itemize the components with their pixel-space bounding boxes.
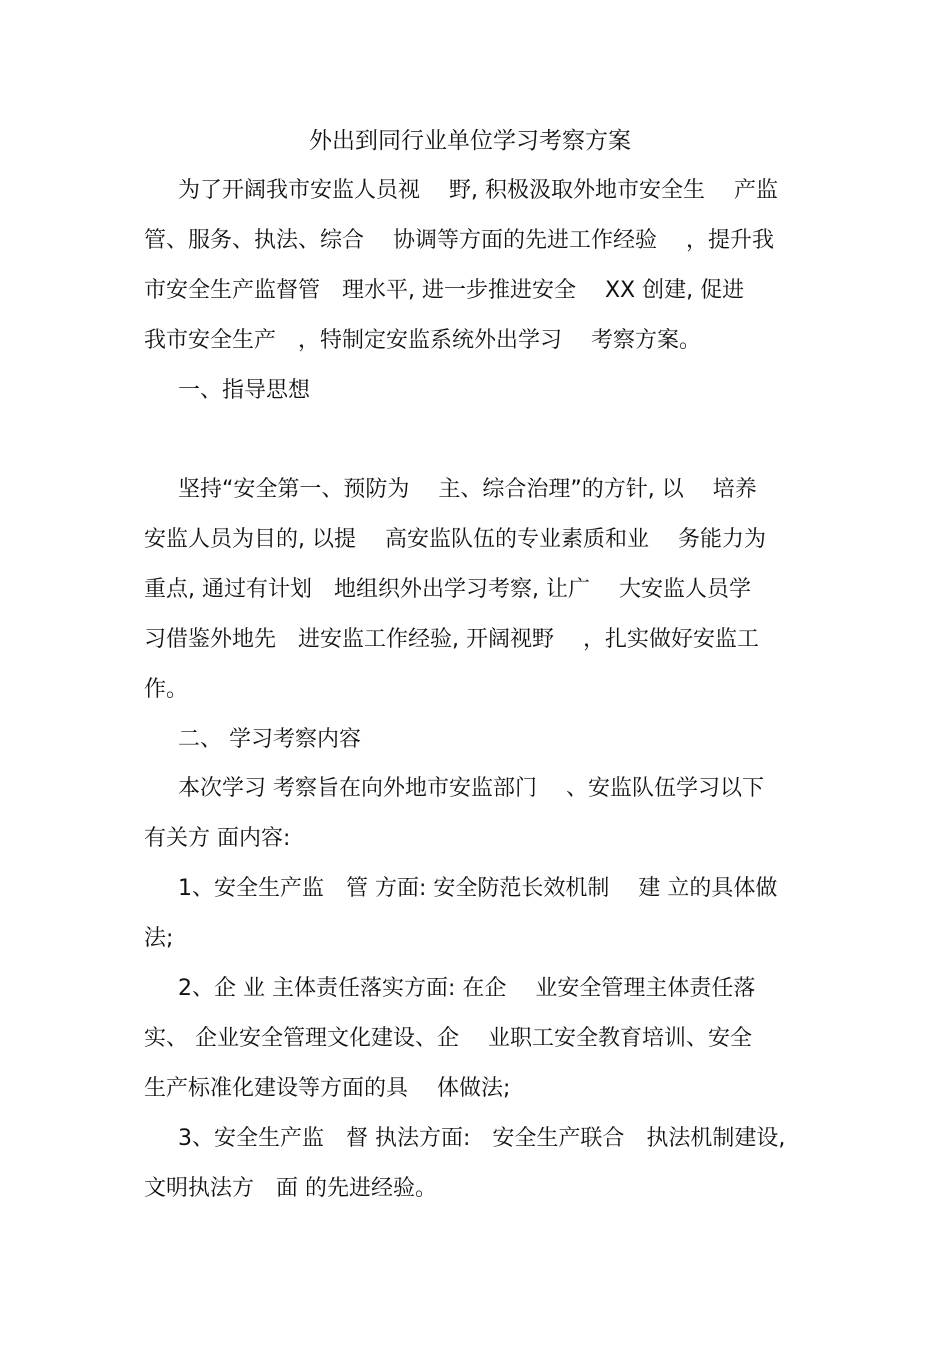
paragraph-line: 坚持“安全第一、预防为 主、综合治理”的方针, 以 培养 [178,477,757,502]
list-item-line: 实、 企业安全管理文化建设、企 业职工安全教育培训、安全 [144,1026,752,1051]
list-item-line: 生产标准化建设等方面的具 体做法; [144,1076,511,1101]
list-item-line: 3、安全生产监 督 执法方面: 安全生产联合 执法机制建设, [178,1126,786,1151]
paragraph-line: 作。 [144,677,189,702]
paragraph-line: 为了开阔我市安监人员视 野, 积极汲取外地市安全生 产监 [178,178,778,203]
paragraph-line: 本次学习 考察旨在向外地市安监部门 、安监队伍学习以下 [178,776,764,801]
list-item-line: 2、企 业 主体责任落实方面: 在企 业安全管理主体责任落 [178,976,756,1001]
list-item-line: 1、安全生产监 管 方面: 安全防范长效机制 建 立的具体做 [178,876,778,901]
paragraph-line: 重点, 通过有计划 地组织外出学习考察, 让广 大安监人员学 [144,577,751,602]
list-item-line: 文明执法方 面 的先进经验。 [144,1176,437,1201]
document-title: 外出到同行业单位学习考察方案 [309,128,631,154]
paragraph-line: 我市安全生产 ，特制定安监系统外出学习 考察方案。 [144,328,701,353]
section-heading: 二、 学习考察内容 [178,727,361,752]
paragraph-line: 习借鉴外地先 进安监工作经验, 开阔视野 ，扎实做好安监工 [144,627,759,652]
list-item-line: 法; [144,926,174,951]
paragraph-line: 有关方 面内容: [144,826,291,851]
section-heading: 一、指导思想 [178,378,311,403]
paragraph-line: 安监人员为目的, 以提 高安监队伍的专业素质和业 务能力为 [144,527,766,552]
paragraph-line: 管、服务、执法、综合 协调等方面的先进工作经验 ，提升我 [144,228,774,253]
paragraph-line: 市安全生产监督管 理水平, 进一步推进安全 XX 创建, 促进 [144,278,745,303]
